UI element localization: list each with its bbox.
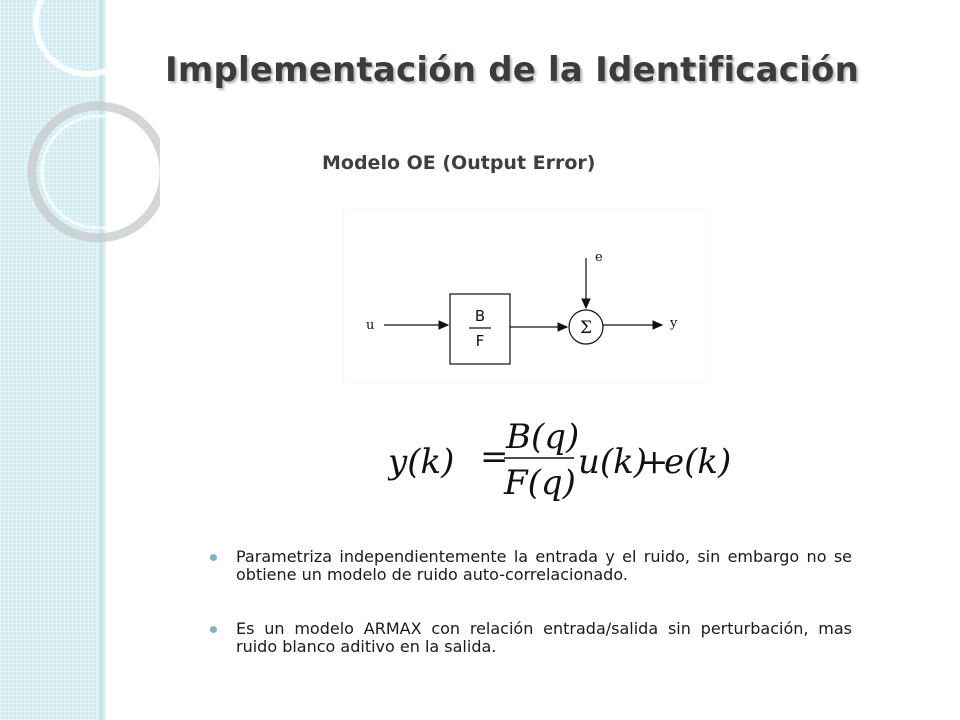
equation-lhs: y(k) — [388, 442, 455, 482]
slide-subtitle: Modelo OE (Output Error) — [322, 152, 596, 174]
block-numerator: B — [474, 307, 486, 325]
slide-title: Implementación de la Identificación — [165, 50, 859, 90]
sum-symbol: Σ — [579, 318, 593, 338]
bullet-dot-icon — [210, 554, 217, 561]
equation-equals: = — [480, 437, 509, 477]
bullet-text: Parametriza independientemente la entrada y el ruido, sin embargo no se obtiene un modelo de ruido auto-correlacionado. — [236, 547, 852, 584]
bullet-dot-icon — [210, 626, 217, 633]
decor-ring-inner — [42, 116, 154, 228]
equation-input-term: u(k) — [578, 442, 648, 482]
bullet-list — [210, 548, 852, 656]
bullet-text: Es un modelo ARMAX con relación entrada/salida sin perturbación, mas ruido blanco aditivo en la salida. — [236, 619, 852, 656]
block-denominator: F — [475, 332, 485, 350]
model-equation — [388, 410, 748, 510]
input-label: u — [366, 318, 375, 333]
noise-label: e — [595, 250, 603, 265]
transfer-block — [450, 294, 510, 364]
decor-rings — [0, 0, 160, 260]
bullet-item — [210, 620, 852, 656]
bullet-item — [210, 548, 852, 584]
decor-ring-top — [36, 0, 140, 74]
equation-numerator: B(q) — [506, 417, 580, 457]
block-diagram — [344, 210, 706, 382]
equation-denominator: F(q) — [504, 463, 576, 503]
decor-ring-middle — [32, 106, 160, 238]
output-label: y — [670, 316, 678, 331]
equation-plus: + — [640, 442, 669, 482]
equation-noise-term: e(k) — [664, 442, 732, 482]
